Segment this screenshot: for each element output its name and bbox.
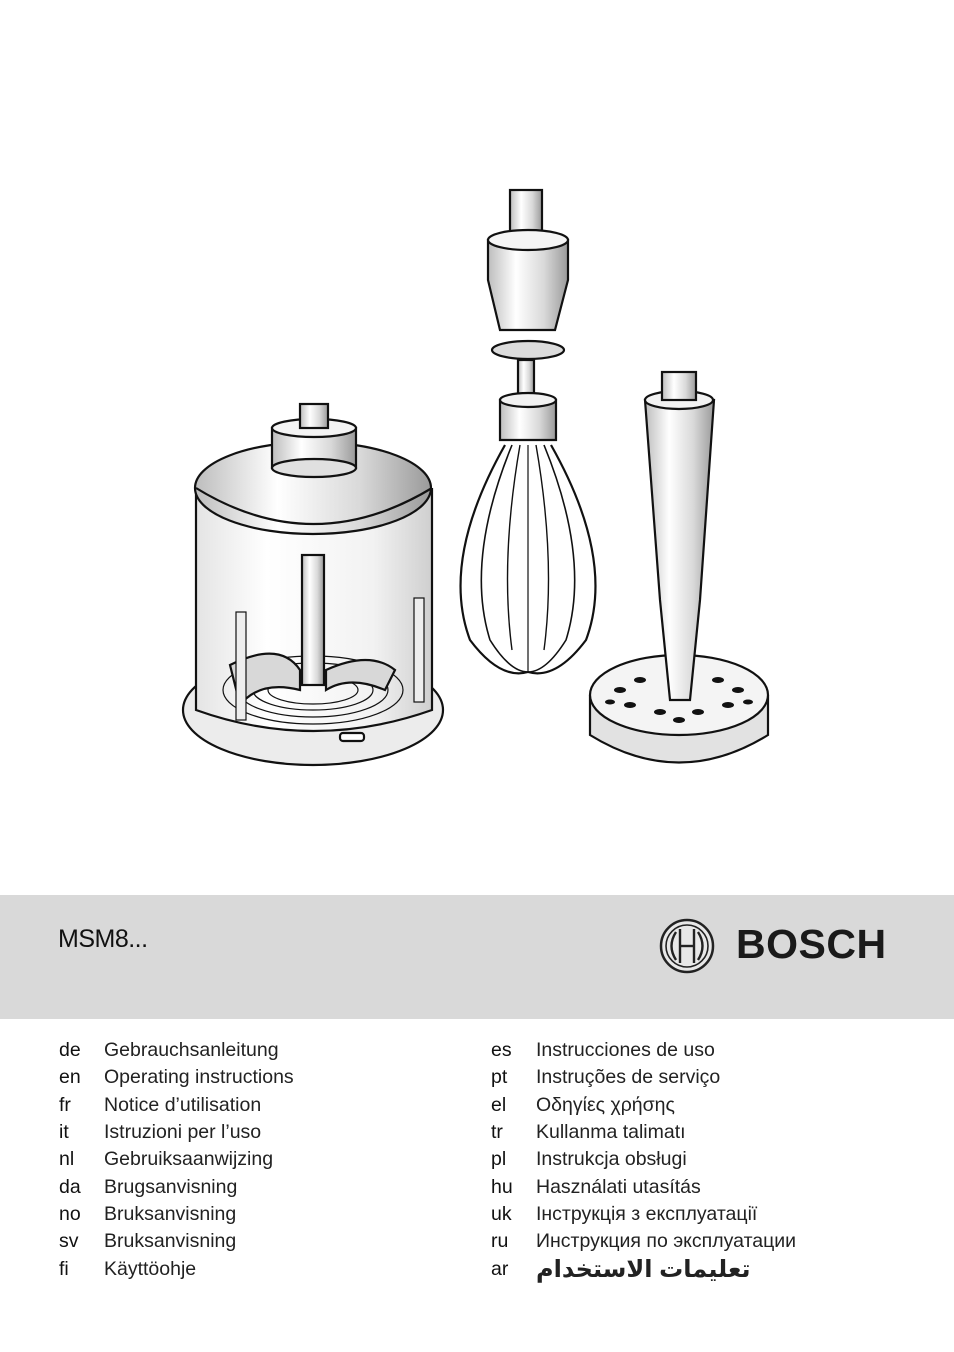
list-item <box>59 1064 294 1091</box>
list-item <box>59 1201 294 1228</box>
model-number: MSM8... <box>58 925 148 953</box>
list-item <box>59 1228 294 1255</box>
list-item <box>491 1228 796 1255</box>
lang-code: pt <box>491 1066 508 1089</box>
list-item <box>59 1255 294 1282</box>
lang-code: sv <box>59 1230 79 1253</box>
lang-title: Istruzioni per l’uso <box>104 1121 262 1144</box>
lang-title: Инструкция по эксплуатации <box>536 1230 797 1253</box>
lang-title: Bruksanvisning <box>104 1230 237 1253</box>
lang-code: en <box>59 1066 81 1089</box>
list-item <box>491 1255 796 1282</box>
lang-title: Bruksanvisning <box>104 1202 237 1225</box>
masher-attachment <box>590 372 768 763</box>
list-item <box>491 1092 796 1119</box>
list-item <box>59 1173 294 1200</box>
lang-code: fi <box>59 1257 69 1280</box>
list-item <box>491 1119 796 1146</box>
lang-title: Kullanma talimatı <box>536 1121 686 1144</box>
chopper-bowl <box>183 404 443 765</box>
lang-title: Operating instructions <box>104 1066 294 1089</box>
brand-logo: BOSCH <box>736 921 887 967</box>
lang-code: ru <box>491 1230 509 1253</box>
language-list-right <box>491 1037 796 1283</box>
lang-title: Használati utasítás <box>536 1175 701 1198</box>
list-item <box>491 1064 796 1091</box>
lang-code: de <box>59 1039 81 1062</box>
lang-code: uk <box>491 1202 512 1225</box>
whisk-attachment <box>461 190 596 673</box>
lang-title: Gebruiksaanwijzing <box>104 1148 274 1171</box>
bosch-armature-icon <box>659 918 715 974</box>
list-item <box>491 1146 796 1173</box>
lang-title: Інструкція з експлуатації <box>536 1202 758 1225</box>
lang-code: tr <box>491 1121 503 1144</box>
list-item <box>491 1173 796 1200</box>
lang-code: es <box>491 1039 512 1062</box>
lang-title: تعليمات الاستخدام <box>536 1255 751 1283</box>
list-item <box>491 1201 796 1228</box>
lang-code: pl <box>491 1148 507 1171</box>
list-item <box>59 1119 294 1146</box>
lang-title: Brugsanvisning <box>104 1175 238 1198</box>
lang-title: Instrucciones de uso <box>536 1039 715 1062</box>
lang-code: hu <box>491 1175 513 1198</box>
lang-code: nl <box>59 1148 75 1171</box>
language-list-left <box>59 1037 294 1283</box>
lang-code: ar <box>491 1257 509 1280</box>
lang-title: Instruções de serviço <box>536 1066 721 1089</box>
lang-code: fr <box>59 1093 71 1116</box>
lang-code: no <box>59 1202 81 1225</box>
list-item <box>59 1037 294 1064</box>
lang-code: da <box>59 1175 81 1198</box>
lang-title: Käyttöohje <box>104 1257 197 1280</box>
list-item <box>59 1092 294 1119</box>
list-item <box>59 1146 294 1173</box>
lang-title: Gebrauchsanleitung <box>104 1039 279 1062</box>
lang-title: Notice d’utilisation <box>104 1093 262 1116</box>
lang-code: it <box>59 1121 69 1144</box>
lang-title: Instrukcja obsługi <box>536 1148 687 1171</box>
lang-title: Οδηγίες χρήσης <box>536 1093 675 1116</box>
lang-code: el <box>491 1093 507 1116</box>
list-item <box>491 1037 796 1064</box>
